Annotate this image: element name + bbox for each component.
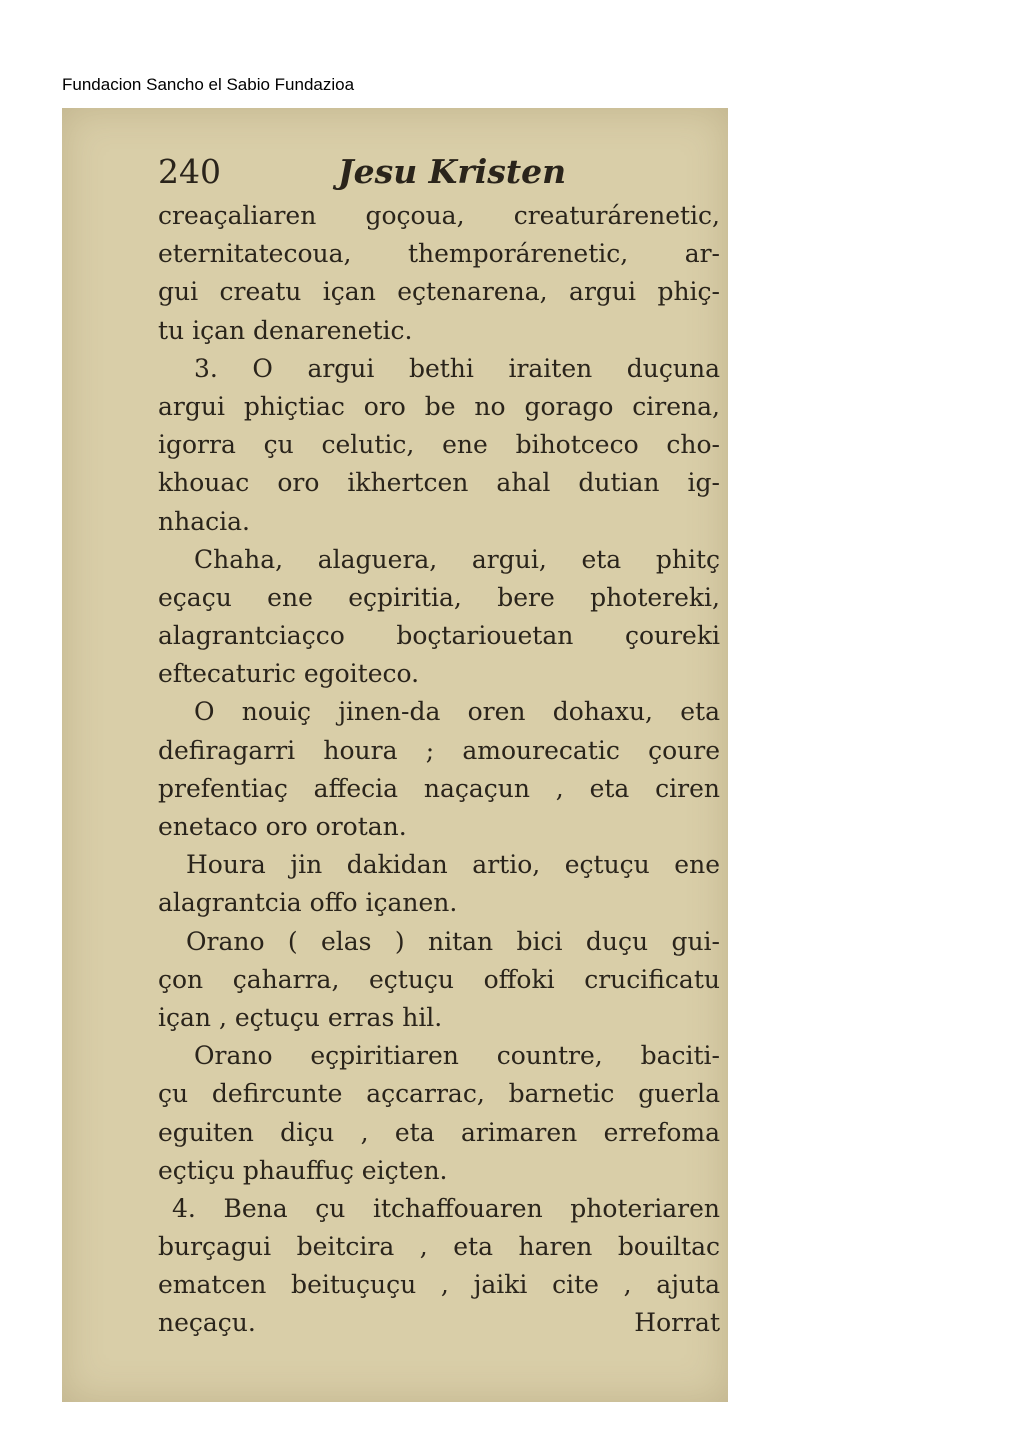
text-line: eçtiçu phauffuç eiçten. — [158, 1155, 448, 1185]
page-number: 240 — [158, 152, 221, 191]
text-line: khouac oro ikhertcen ahal dutian ig- — [158, 468, 720, 498]
text-line: eguiten diçu , eta arimaren errefoma — [158, 1117, 720, 1147]
text-line: eçaçu ene eçpiritia, bere photereki, — [158, 582, 720, 612]
text-line: igorra çu celutic, ene bihotceco cho- — [158, 430, 720, 460]
text-line: Chaha, alaguera, argui, eta phitç — [194, 544, 720, 574]
text-line: nhacia. — [158, 506, 250, 536]
text-line: tu içan denarenetic. — [158, 315, 413, 345]
body-text — [158, 197, 720, 1343]
text-line: ematcen beituçuçu , jaiki cite , ajuta — [158, 1270, 720, 1300]
final-line-text: neçaçu. — [158, 1308, 256, 1338]
text-line: eftecaturic egoiteco. — [158, 659, 420, 689]
running-title: Jesu Kristen — [338, 152, 567, 191]
text-line: creaçaliaren goçoua, creaturárenetic, — [158, 201, 720, 230]
text-line: alagrantciaçco boçtariouetan çoureki — [158, 621, 720, 651]
text-line: Orano ( elas ) nitan bici duçu gui- — [186, 926, 720, 956]
text-line: eternitatecoua, themporárenetic, ar- — [158, 239, 720, 269]
text-line: Houra jin dakidan artio, eçtuçu ene — [186, 850, 720, 880]
text-line: içan , eçtuçu erras hil. — [158, 1002, 443, 1032]
text-line: çon çaharra, eçtuçu offoki crucificatu — [158, 964, 720, 994]
text-line: çu defircunte açcarrac, barnetic guerla — [158, 1079, 720, 1109]
text-line: alagrantcia offo içanen. — [158, 888, 458, 918]
text-line: prefentiaç affecia naçaçun , eta ciren — [158, 773, 720, 803]
text-line: defiragarri houra ; amourecatic çoure — [158, 735, 720, 765]
text-line-final — [158, 1304, 720, 1342]
text-line: O nouiç jinen-da oren dohaxu, eta — [194, 697, 720, 727]
text-line: Orano eçpiritiaren countre, baciti- — [194, 1041, 720, 1071]
source-header: Fundacion Sancho el Sabio Fundazioa — [62, 75, 355, 94]
book-page-scan — [62, 108, 728, 1402]
text-line: 3. O argui bethi iraiten duçuna — [194, 353, 720, 383]
text-line: enetaco oro orotan. — [158, 812, 407, 841]
text-line: burçagui beitcira , eta haren bouiltac — [158, 1232, 720, 1262]
text-line: gui creatu içan eçtenarena, argui phiç- — [158, 277, 720, 307]
catchword: Horrat — [634, 1308, 720, 1338]
text-line: 4. Bena çu itchaffouaren photeriaren — [172, 1193, 720, 1223]
text-line: argui phiçtiac oro be no gorago cirena, — [158, 391, 720, 421]
